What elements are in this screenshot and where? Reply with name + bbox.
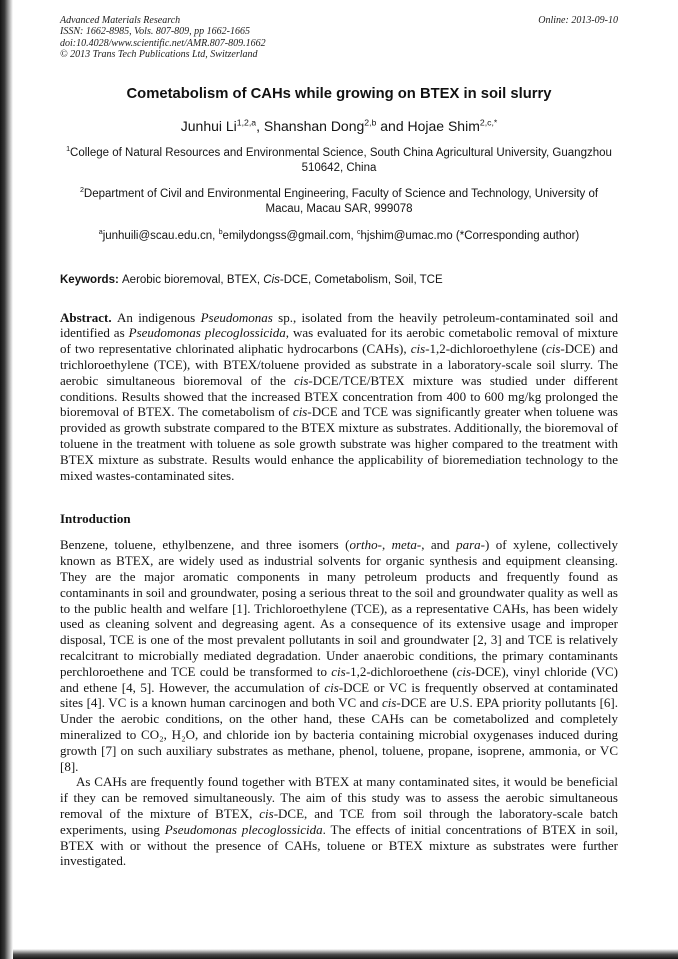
journal-copyright-line: © 2013 Trans Tech Publications Ltd, Switzerland (60, 48, 258, 60)
journal-issn-line: ISSN: 1662-8985, Vols. 807-809, pp 1662-1665 (60, 26, 250, 38)
journal-title: Advanced Materials Research (60, 15, 181, 26)
authors-line: Junhui Li$^{1,2,a}$, Shanshan Dong$^{2,b}$ and Hojae Shim$^{2,c,*}$ (180, 117, 498, 135)
scan-edge-left (0, 0, 13, 959)
paper-title: Cometabolism of CAHs while growing on BTEX in soil slurry (126, 86, 552, 103)
section-heading-introduction: Introduction (60, 511, 131, 527)
journal-doi-line: doi:10.4028/www.scientific.net/AMR.807-809.1662 (60, 37, 266, 49)
affiliation-1: $^1$College of Natural Resources and Environmental Science, South China Agricultural University, Guangzhou 510642, China (66, 145, 612, 174)
affiliation-2: $^2$Department of Civil and Environmental Engineering, Faculty of Science and Technology, University of Macau, Macau SAR, 999078 (79, 186, 599, 215)
online-date: Online: 2013-09-10 (538, 15, 618, 26)
introduction-paragraph-1: Benzene, toluene, ethylbenzene, and three isomers (ortho-, meta-, and para-) of xylene, collectively known as BTEX, are widely used as industrial solvents for organic synthesis and equipment cleansing. They are the major aromatic components in many petroleum products and frequently found as contaminants in soil and groundwater, posing a serious threat to the soil and groundwater quality as well as to the public health and welfare [1]. Trichloroethylene (TCE), as a representative CAHs, has been widely used as cleaning solvent and degreasing agent. As a consequence of its extensive usage and improper disposal, TCE is one of the most prevalent pollutants in soil and groundwater [2, 3] and TCE is relatively recalcitrant to microbially mediated degradation. Under anaerobic conditions, the primary contaminants perchloroethene and TCE could be transformed to cis-1,2-dichloroethene (cis-DCE), vinyl chloride (VC) and ethene [4, 5]. However, the accumulation of cis-DCE or VC is frequently observed at contaminated sites [4]. VC is a known human carcinogen and both VC and cis-DCE are U.S. EPA priority pollutants [6]. Under the aerobic conditions, on the other hand, these CAHs can be cometabolized and completely mineralized to CO₂, H₂O, and chloride ion by bacteria containing microbial oxygenases induced during growth [7] on such auxiliary substrates as methane, phenol, toluene, propane, isoprene, ammonia, or VC [8]. (60, 537, 619, 774)
introduction-paragraph-2: As CAHs are frequently found together with BTEX at many contaminated sites, it would be beneficial if they can be removed simultaneously. The aim of this study was to assess the aerobic simultaneous removal of the mixture of BTEX, cis-DCE, and TCE from soil through the laboratory-scale batch experiments, using Pseudomonas plecoglossicida. The effects of initial concentrations of BTEX in soil, BTEX with or without the presence of CAHs, toluene or BTEX mixture as substrates were further investigated. (60, 774, 618, 869)
author-emails: $^a$junhuili@scau.edu.cn, $^b$emilydongss@gmail.com, $^c$hjshim@umac.mo (*Corresponding author) (98, 228, 580, 243)
abstract-paragraph: Abstract. An indigenous Pseudomonas sp., isolated from the heavily petroleum-contaminated soil and identified as Pseudomonas plecoglossicida, was evaluated for its aerobic cometabolic removal of mixture of two representative chlorinated aliphatic hydrocarbons (CAHs), cis-1,2-dichloroethylene (cis-DCE) and trichloroethylene (TCE), with BTEX/toluene provided as substrate in a laboratory-scale soil slurry. The aerobic simultaneous bioremoval of the cis-DCE/TCE/BTEX mixture was studied under different conditions. Results showed that the increased BTEX concentration from 400 to 600 mg/kg prolonged the bioremoval of BTEX. The cometabolism of cis-DCE and TCE was significantly greater when toluene was provided as growth substrate compared to the BTEX mixture as substrates. Additionally, the bioremoval of toluene in the treatment with toluene as sole growth substrate was higher compared to the treatment with BTEX mixture as substrate. Results would enhance the applicability of bioremediation technology to the mixed wastes-contaminated sites. (60, 309, 619, 483)
journal-info-block (60, 15, 266, 60)
scan-edge-bottom (0, 949, 678, 959)
page-content (60, 15, 618, 869)
keywords-line: Keywords: Aerobic bioremoval, BTEX, Cis-DCE, Cometabolism, Soil, TCE (60, 273, 443, 286)
journal-header (60, 15, 618, 60)
